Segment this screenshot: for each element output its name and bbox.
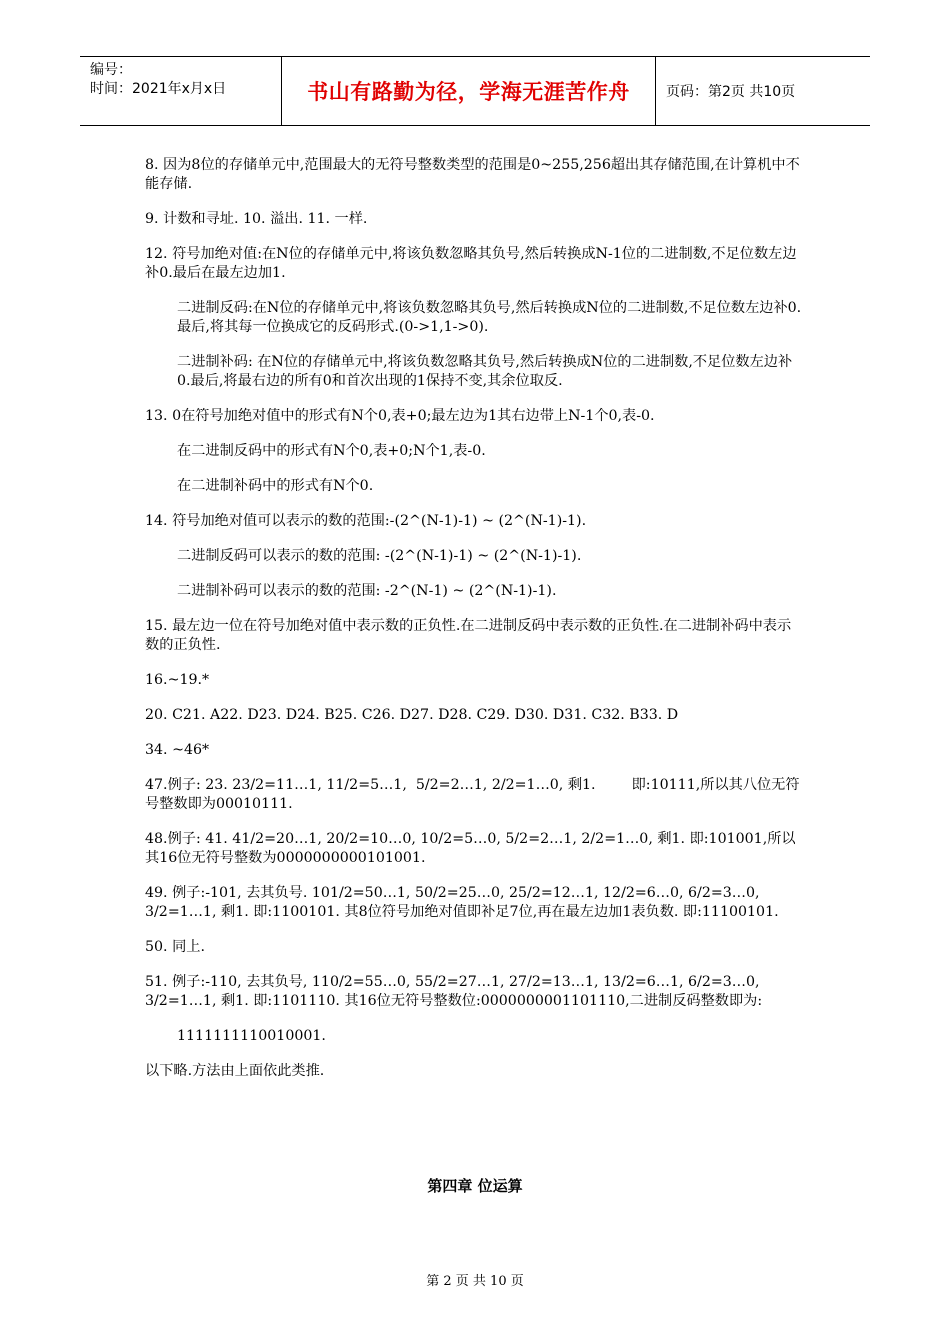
document-body — [145, 156, 805, 1097]
paragraph: 50. 同上. — [145, 939, 205, 955]
paragraph: 二进制补码可以表示的数的范围: -2^(N-1) ~ (2^(N-1)-1). — [177, 583, 557, 599]
page-footer: 第 2 页 共 10 页 — [426, 1274, 524, 1289]
paragraph: 8. 因为8位的存储单元中,范围最大的无符号整数类型的范围是0~255,256超出其存储范围,在计算机中不能存储. — [145, 157, 800, 192]
page-header — [80, 56, 870, 126]
paragraph: 15. 最左边一位在符号加绝对值中表示数的正负性.在二进制反码中表示数的正负性.在二进制补码中表示数的正负性. — [145, 618, 792, 653]
paragraph: 二进制反码可以表示的数的范围: -(2^(N-1)-1) ~ (2^(N-1)-1). — [177, 548, 582, 564]
paragraph: 在二进制反码中的形式有N个0,表+0;N个1,表-0. — [177, 443, 486, 459]
paragraph: 13. 0在符号加绝对值中的形式有N个0,表+0;最左边为1其右边带上N-1个0,表-0. — [145, 408, 655, 424]
paragraph: 二进制补码: 在N位的存储单元中,将该负数忽略其负号,然后转换成N位的二进制数,不足位数左边补0.最后,将最右边的所有0和首次出现的1保持不变,其余位取反. — [177, 354, 793, 389]
paragraph: 47.例子: 23. 23/2=11…1, 11/2=5…1, 5/2=2…1, 2/2=1…0, 剩1. 即:10111,所以其八位无符号整数即为00010111. — [145, 777, 800, 812]
paragraph: 48.例子: 41. 41/2=20…1, 20/2=10…0, 10/2=5…0, 5/2=2…1, 2/2=1…0, 剩1. 即:101001,所以其16位无符号整数为0000000000101001. — [145, 831, 796, 866]
paragraph: 在二进制补码中的形式有N个0. — [177, 478, 374, 494]
paragraph: 二进制反码:在N位的存储单元中,将该负数忽略其负号,然后转换成N位的二进制数,不足位数左边补0.最后,将其每一位换成它的反码形式.(0->1,1->0). — [177, 300, 802, 335]
paragraph: 1111111110010001. — [177, 1028, 326, 1044]
paragraph: 9. 计数和寻址. 10. 溢出. 11. 一样. — [145, 211, 368, 227]
paragraph: 12. 符号加绝对值:在N位的存储单元中,将该负数忽略其负号,然后转换成N-1位的二进制数,不足位数左边补0.最后在最左边加1. — [145, 246, 797, 281]
paragraph: 14. 符号加绝对值可以表示的数的范围:-(2^(N-1)-1) ~ (2^(N-1)-1). — [145, 513, 587, 529]
header-meta — [80, 57, 282, 125]
number-label: 编号： — [90, 62, 132, 78]
paragraph: 49. 例子:-101, 去其负号. 101/2=50…1, 50/2=25…0, 25/2=12…1, 12/2=6…0, 6/2=3…0, 3/2=1…1, 剩1. 即:1100101. 其8位符号加绝对值即补足7位,再在最左边加1表负数. 即:11100101. — [145, 885, 779, 920]
chapter-title: 第四章 位运算 — [427, 1177, 523, 1195]
time-label: 时间：2021年x月x日 — [90, 81, 227, 97]
paragraph: 20. C21. A22. D23. D24. B25. C26. D27. D28. C29. D30. D31. C32. B33. D — [145, 707, 679, 723]
header-page-info: 页码：第2页 共10页 — [666, 84, 796, 100]
paragraph: 34. ~46* — [145, 742, 210, 758]
paragraph: 以下略.方法由上面依此类推. — [145, 1063, 325, 1079]
header-motto: 书山有路勤为径，学海无涯苦作舟 — [282, 57, 656, 125]
paragraph: 51. 例子:-110, 去其负号, 110/2=55…0, 55/2=27…1, 27/2=13…1, 13/2=6…1, 6/2=3…0, 3/2=1…1, 剩1. 即:1101110. 其16位无符号整数位:0000000001101110,二进制反码整数即为: — [145, 974, 765, 1009]
paragraph: 16.~19.* — [145, 672, 210, 688]
